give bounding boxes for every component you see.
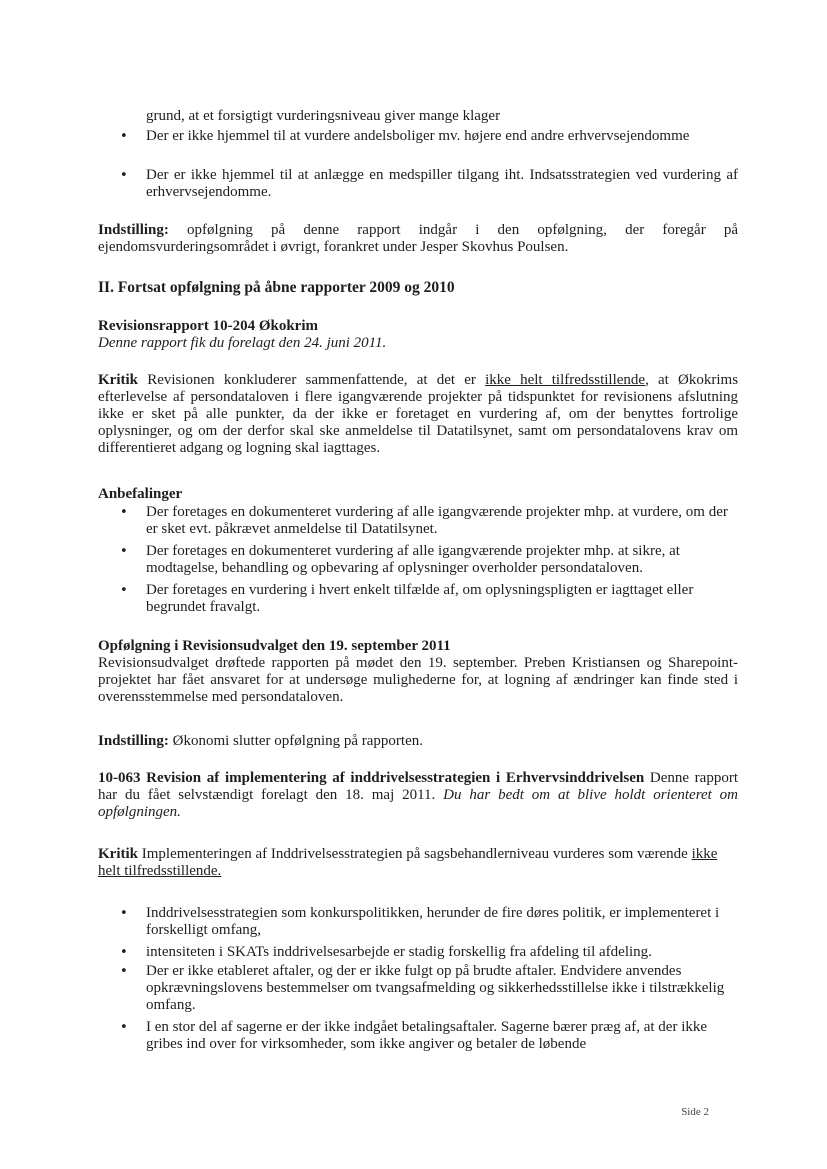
- report-title: 10-063 Revision af implementering af inddrivelsesstrategien i Erhvervsinddrivelsen: [98, 770, 645, 786]
- kritik-label: Kritik: [98, 372, 138, 388]
- list-item: • Inddrivelsesstrategien som konkurspolitikken, herunder de fire døres politik, er implementeret i forskelligt omfang,: [146, 905, 726, 939]
- list-item: • intensiteten i SKATs inddrivelsesarbejde er stadig forskellig fra afdeling til afdeling.: [146, 944, 736, 961]
- list-item: • Der er ikke hjemmel til at vurdere andelsboliger mv. højere end andre erhvervsejendomme: [146, 128, 738, 145]
- followup-heading: Opfølgning i Revisionsudvalget den 19. september 2011: [98, 638, 451, 654]
- indstilling-paragraph: [98, 733, 738, 750]
- section-heading: II. Fortsat opfølgning på åbne rapporter 2009 og 2010: [98, 279, 455, 296]
- report-intro: Denne rapport har du fået selvstændigt forelagt den 18. maj 2011.: [98, 770, 738, 803]
- page-number: Side 2: [681, 1106, 709, 1118]
- list-item: • Der foretages en vurdering i hvert enkelt tilfælde af, om oplysningspligten er iagttaget eller begrundet fravalgt.: [146, 582, 738, 616]
- report-title-paragraph: [98, 770, 738, 821]
- kritik-text-post: , at Økokrims efterlevelse af persondataloven i flere igangværende projekter på tidspunktet for revisionens afslutning ikke er sket på alle punkter, da der ikke er foretaget en vurdering af, om der benyttes fortrolige oplysninger, og om der derfor skal ske anmeldelse til Datatilsynet, samt om persondatalovens krav om differentieret adgang og logning skal iagttages.: [98, 372, 739, 456]
- kritik-underlined: ikke helt tilfredsstillende: [485, 372, 646, 388]
- followup-text: Revisionsudvalget drøftede rapporten på mødet den 19. september. Preben Kristiansen og Sharepoint-projektet har fået ansvaret for at undersøge mulighederne for, at logning af ændringer kan finde sted i overensstemmelse med persondataloven.: [98, 655, 738, 705]
- report-subtitle: Denne rapport fik du forelagt den 24. juni 2011.: [98, 335, 387, 351]
- kritik-label: Kritik: [98, 846, 138, 862]
- list-item: • I en stor del af sagerne er der ikke indgået betalingsaftaler. Sagerne bærer præg af, at der ikke gribes ind over for virksomheder, som ikke angiver og betaler de løbende: [146, 1019, 736, 1053]
- report-intro-italic: Du har bedt om at blive holdt orienteret om opfølgningen.: [98, 787, 738, 820]
- list-item: • Der foretages en dokumenteret vurdering af alle igangværende projekter mhp. at sikre, at modtagelse, behandling og opbevaring af oplysninger overholder persondataloven.: [146, 543, 738, 577]
- indstilling-paragraph: [98, 222, 738, 256]
- indstilling-label: Indstilling:: [98, 733, 169, 749]
- list-item: • Der foretages en dokumenteret vurdering af alle igangværende projekter mhp. at vurdere, om der er sket evt. påkrævet anmeldelse til Datatilsynet.: [146, 504, 738, 538]
- report-title: Revisionsrapport 10-204 Økokrim: [98, 318, 319, 334]
- list-item: • Der er ikke hjemmel til at anlægge en medspiller tilgang iht. Indsatsstrategien ved vurdering af erhvervsejendomme.: [146, 167, 738, 201]
- anbefalinger-heading: Anbefalinger: [98, 486, 183, 502]
- list-item: • Der er ikke etableret aftaler, og der er ikke fulgt op på brudte aftaler. Endvidere anvendes opkrævningslovens bestemmelser om tvangsafmelding og sikkerhedsstillelse ikke i tilstrækkelig omfang.: [146, 963, 736, 1014]
- indstilling-text: Økonomi slutter opfølgning på rapporten.: [172, 733, 423, 749]
- indstilling-label: Indstilling:: [98, 222, 169, 238]
- indstilling-text: opfølgning på denne rapport indgår i den opfølgning, der foregår på ejendomsvurderingsområdet i øvrigt, forankret under Jesper Skovhus Poulsen.: [98, 222, 738, 255]
- kritik-text-pre: Revisionen konkluderer sammenfattende, at det er: [147, 372, 476, 388]
- kritik-underlined: ikke helt tilfredsstillende.: [98, 846, 718, 879]
- kritik-paragraph: [98, 846, 738, 880]
- kritik-text-pre: Implementeringen af Inddrivelsesstrategien på sagsbehandlerniveau vurderes som værende: [141, 846, 688, 862]
- kritik-paragraph: [98, 372, 738, 457]
- continued-bullet-text: grund, at et forsigtigt vurderingsniveau giver mange klager: [146, 108, 501, 124]
